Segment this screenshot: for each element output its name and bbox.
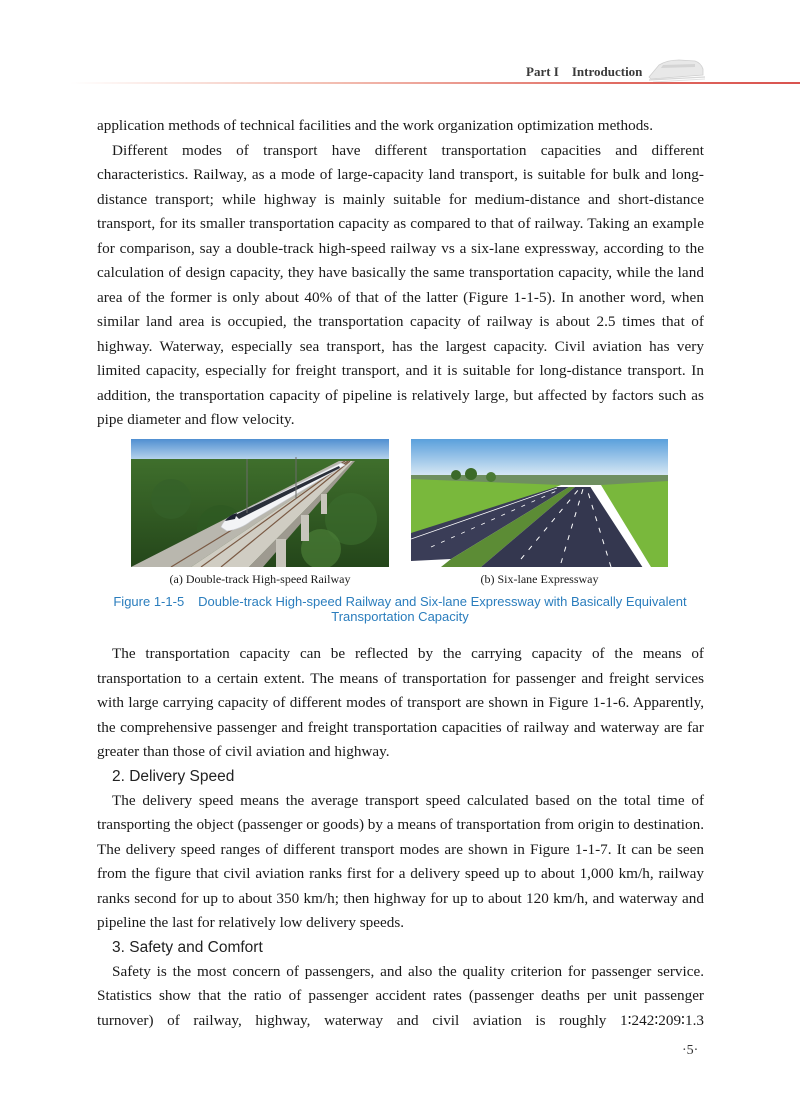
- paragraph-carrying-capacity: The transportation capacity can be reflected by the carrying capacity of the means of transportation to a certain extent. The means of transportation for passenger and freight services with large carrying capacity of different modes of transport are shown in Figure 1-1-6. Apparently, the comprehensive passenger and freight transportation capacities of railway and waterway are far greater than those of civil aviation and highway.: [97, 645, 704, 760]
- railway-photo: [131, 439, 389, 567]
- paragraph-continuation: application methods of technical facilities and the work organization optimization methods.: [97, 117, 654, 134]
- section-heading-safety-comfort: 3. Safety and Comfort: [112, 938, 263, 956]
- subcaption-a: (a) Double-track High-speed Railway: [169, 572, 351, 586]
- paragraph-delivery-speed: The delivery speed means the average transport speed calculated based on the total time of transporting the object (passenger or goods) by a means of transportation from origin to destination. The delivery speed ranges of different transport modes are shown in Figure 1-1-7. It can be seen from the figure that civil aviation ranks first for a delivery speed up to about 1,000 km/h, railway ranks second for up to about 350 km/h; then highway for up to about 120 km/h, and waterway and pipeline the last for relatively low delivery speeds.: [97, 791, 704, 931]
- paragraph-transport-capacity: Different modes of transport have different transportation capacities and different characteristics. Railway, as a mode of large-capacity land transport, is suitable for bulk and long-distance transport; while highway is mainly suitable for medium-distance and short-distance transport, for its smaller transportation capacity as compared to that of railway. Taking an example for comparison, say a double-track high-speed railway vs a six-lane expressway, according to the calculation of design capacity, they have basically the same transportation capacity, while the land area of the former is only about 40% of that of the latter (Figure 1-1-5). In another word, when similar land area is occupied, the transportation capacity of railway is about 2.5 times that of highway. Waterway, especially sea transport, has the largest capacity. Civil aviation has very limited capacity, especially for freight transport, and it is suitable for long-distance transport. In addition, the transportation capacity of pipeline is relatively large, but affected by factors such as pipe diameter and flow velocity.: [97, 141, 704, 428]
- page-number: ·5·: [682, 1043, 699, 1058]
- subcaption-b: (b) Six-lane Expressway: [480, 572, 599, 586]
- section-heading-delivery-speed: 2. Delivery Speed: [112, 767, 235, 785]
- figure-title: Double-track High-speed Railway and Six-lane Expressway with Basically Equivalent Transportation Capacity: [198, 594, 687, 624]
- text-block-top: [97, 114, 704, 433]
- expressway-photo: [411, 439, 668, 567]
- high-speed-train-icon: [645, 57, 707, 83]
- header-rule: [70, 82, 800, 84]
- paragraph-safety: Safety is the most concern of passengers, and also the quality criterion for passenger service. Statistics show that the ratio of passenger accident rates (passenger deaths per unit passenger turnover) of railway, highway, waterway and civil aviation is roughly 1∶242∶209∶1.3: [97, 962, 704, 1029]
- figure-caption: [90, 594, 710, 624]
- running-header: [0, 0, 800, 90]
- header-chapter: Introduction: [571, 64, 643, 79]
- header-part: Part I: [526, 64, 559, 79]
- header-title: [526, 64, 642, 80]
- figure-number: Figure 1-1-5: [113, 594, 185, 609]
- text-block-bottom: [97, 642, 704, 1033]
